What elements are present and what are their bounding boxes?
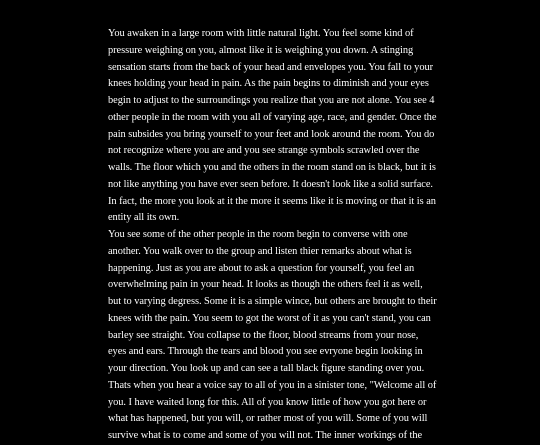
story-text [108,26,438,445]
story-paragraph-2: You see some of the other people in the room begin to converse with one another. You walk over to the group and listen thier remarks about what is happening. Just as you are about to ask a question for yourself, you feel an overwhelming pain in your head. It looks as though the others feel it as well, but to varying degress. Some it is a simple wince, but others are brought to their knees with the pain. You seem to got the worst of it as you can't stand, you can barley see straight. You collapse to the floor, blood streams from your nose, eyes and ears. Through the tears and blood you see evryone begin looking in your direction. You look up and can see a tall black figure standing over you. Thats when you hear a voice say to all of you in a sinister tone, "Welcome all of you. I have waited long for this. All of you know little of how you got here or what has happened, but you will, or rather most of you will. Some of you will survive what is to come and some of you will not. The inner workings of the [108,229,437,441]
story-paragraph-1: You awaken in a large room with little natural light. You feel some kind of pressure weighing on you, almost like it is weighing you down. A stinging sensation starts from the back of your head and envelopes you. You fall to your knees holding your head in pain. As the pain begins to diminish and your eyes begin to adjust to the surroundings you realize that you are not alone. You see 4 other people in the room with you all of varying age, race, and gender. Once the pain subsides you bring yourself to your feet and look around the room. You do not recognize where you are and you see strange symbols scrawled over the walls. The floor which you and the others in the room stand on is black, but it is not like anything you have ever seen before. It doesn't look like a solid surface. In fact, the more you look at it the more it seems like it is moving or that it is an entity all its own. [108,28,437,224]
